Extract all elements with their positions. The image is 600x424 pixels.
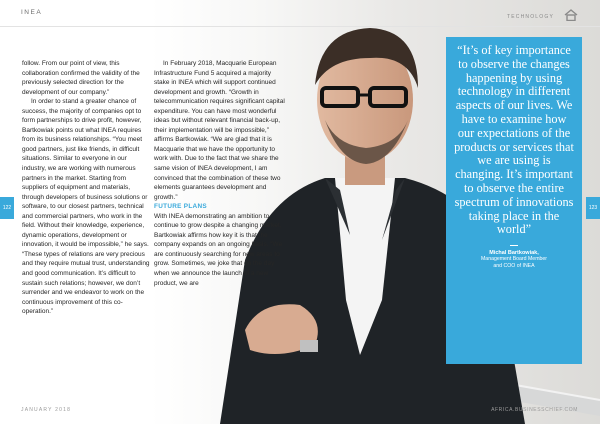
pull-quote-text: “It’s of key importance to observe the changes happening by using technology in different aspects of our lives. We have to examine how our expectations of the products or services that we are using is changing. It’s important to observe the entire spectrum of innovations taking place in the world” [454, 43, 574, 237]
footer-date: JANUARY 2018 [21, 407, 72, 413]
quote-attribution-name: Michal Bartkowiak, [489, 250, 539, 257]
column1-paragraph-2: In order to stand a greater chance of success, the majority of companies opt to form partnerships to drive profit, however, Bartkowiak points out what INEA requires from its business relationships. “You meet good partners, just like friends, in difficult situations. Similar to everyone in our industry, we are working with numerous partners in the market. Starting from suppliers of equipment and materials, through developers of business solutions or software, to our closest partners, technical and commercial partners, who work in the field. Without their knowledge, experience, dynamic operations, development or innovation, it would be impossible,” he says. “These types of relations are very precious and they require mutual trust, understanding and good communication. It’s difficult to sustain such relations; however, we don’t surrender and we endeavor to work on the continuous improvement of this co-operation.” [22, 98, 150, 316]
header-section-label: TECHNOLOGY [506, 14, 554, 20]
column2-paragraph-2: With INEA demonstrating an ambition to continue to grow despite a changing market, Bartkowiak affirms how key it is that the company expands on an ongoing basis. “We are continuously searching for new areas to grow. Sometimes, we joke that on the day when we announce the launch of a new product, we are [154, 212, 283, 287]
quote-divider [510, 245, 518, 246]
column1-paragraph-1: follow. From our point of view, this collaboration confirmed the validity of the previously selected direction for the development of our company.” [22, 60, 140, 96]
page-number-left: 122 [0, 197, 14, 219]
article-column-2 [154, 59, 285, 288]
page-number-right: 123 [586, 197, 600, 219]
quote-attribution-role-1: Management Board Member [480, 256, 548, 263]
section-subheading: FUTURE PLANS [154, 203, 207, 211]
article-column-1 [22, 59, 150, 317]
header-title: INEA [21, 9, 43, 16]
footer-website: AFRICA.BUSINESSCHIEF.COM [491, 407, 578, 413]
pull-quote-box [446, 37, 582, 364]
house-icon [564, 9, 578, 21]
column2-paragraph-1: In February 2018, Macquarie European Infrastructure Fund 5 acquired a majority stake in INEA which will support continued development and growth. “Growth in telecommunication requires significant capital expenditure. You can have most wonderful ideas but without relevant financial back-up, their implementation will be impossible,” affirms Bartkowiak. “We are glad that it is Macquarie that we have the opportunity to work with. Due to the fact that we share the same vision of INEA development, I am convinced that the combination of these two elements guarantees development and growth.” [154, 60, 285, 201]
quote-attribution-role-2: and COO of INEA [493, 263, 535, 270]
header-divider [0, 26, 600, 27]
